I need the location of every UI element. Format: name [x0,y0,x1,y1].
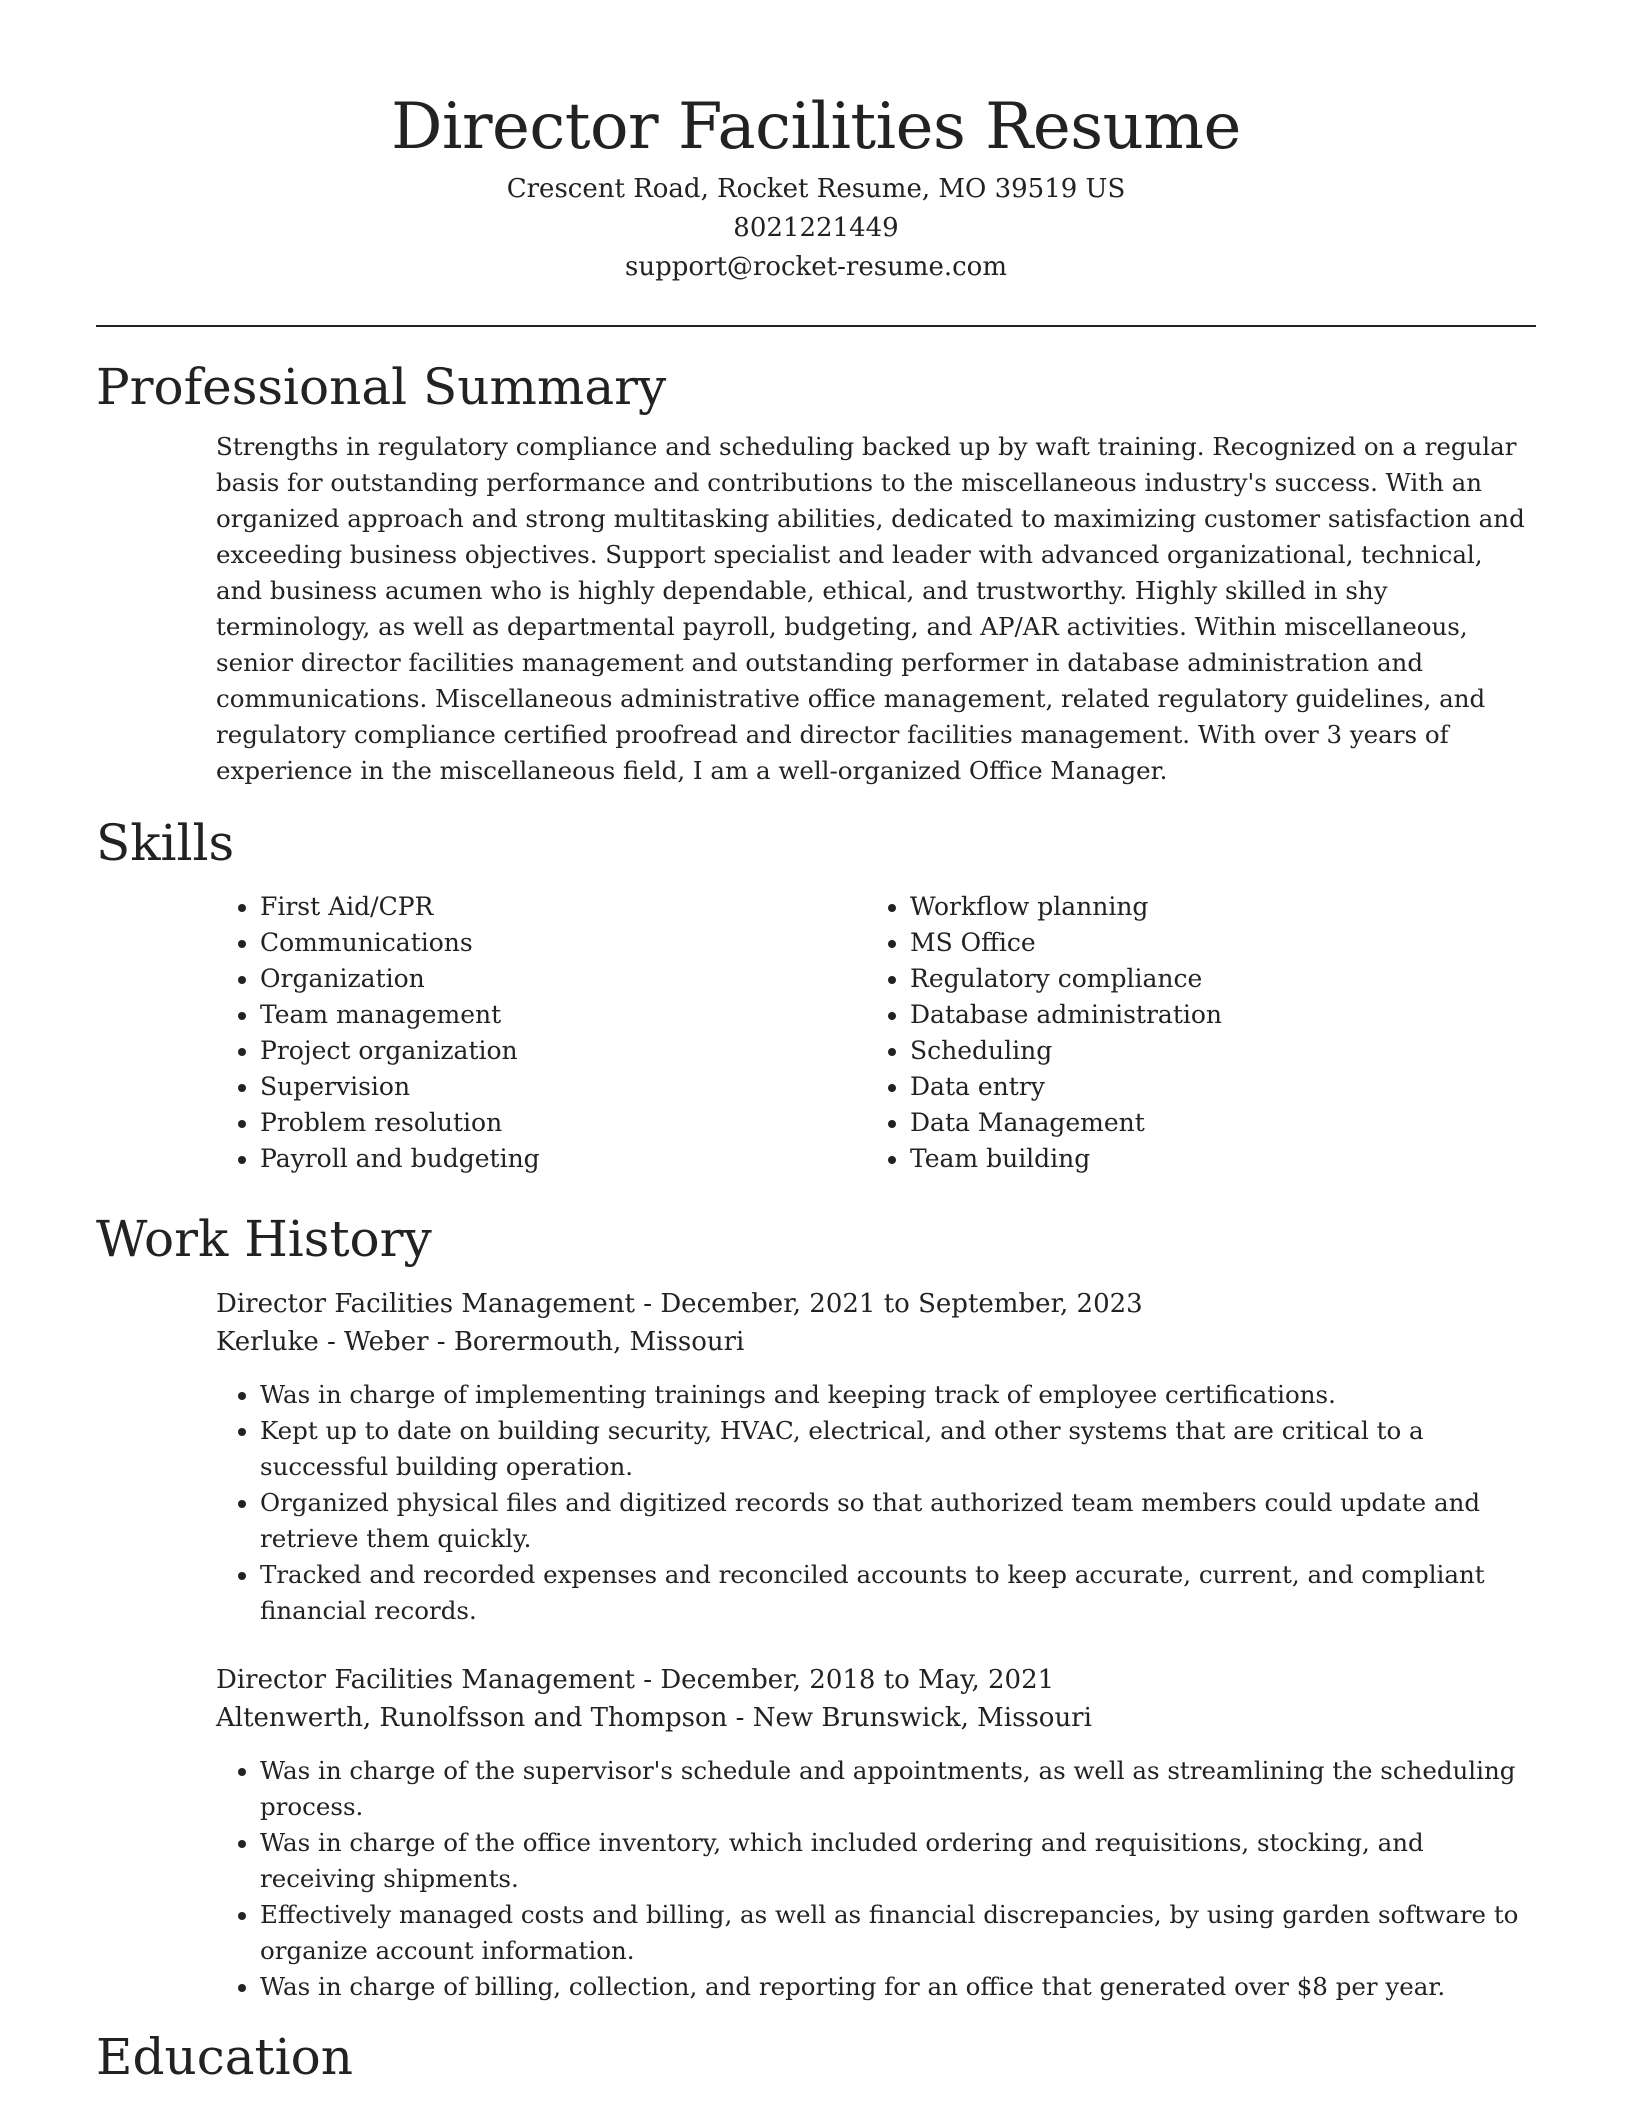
skill-item: • Project organization [260,1033,746,1069]
summary-section [96,355,1536,789]
resume-title: Director Facilities Resume [391,90,1241,164]
skill-item: • Organization [260,961,746,997]
job-location: - New Brunswick, Missouri [727,1703,1092,1733]
summary-text: Strengths in regulatory compliance and scheduling backed up by waft training. Recognized on a regular basis for outstanding performance and contributions to the miscellaneous industry's success. With an organized approach and strong multitasking abilities, dedicated to maximizing customer satisfaction and exceeding business objectives. Support specialist and leader with advanced organizational, technical, and business acumen who is highly dependable, ethical, and trustworthy. Highly skilled in shy terminology, as well as departmental payroll, budgeting, and AP/AR activities. Within miscellaneous, senior director facilities management and outstanding performer in database administration and communications. Miscellaneous administrative office management, related regulatory guidelines, and regulatory compliance certified proofread and director facilities management. With over 3 years of experience in the miscellaneous field, I am a well-organized Office Manager. [216,432,1525,785]
skill-item: • Database administration [910,997,1396,1033]
job-company-line [216,1699,1536,1737]
job-bullet-list [216,1753,1536,2005]
job-bullet: • Organized physical files and digitized records so that authorized team members could update and retrieve them quickly. [260,1485,1536,1557]
job-bullet: • Kept up to date on building security, HVAC, electrical, and other systems that are critical to a successful building operation. [260,1413,1536,1485]
skill-item: • MS Office [910,925,1396,961]
resume-header [96,0,1536,287]
skills-section [96,811,1536,1177]
job-dates: - December, 2018 to May, 2021 [635,1665,1055,1695]
resume-page [96,0,1536,2089]
skill-item: • Payroll and budgeting [260,1141,746,1177]
skills-list-left [96,889,746,1177]
skill-item: • Supervision [260,1069,746,1105]
job-bullet: • Was in charge of the supervisor's schedule and appointments, as well as streamlining the scheduling process. [260,1753,1536,1825]
skill-item: • Communications [260,925,746,961]
summary-heading: Professional Summary [96,358,667,416]
skill-item: • Team building [910,1141,1396,1177]
job-title-line [216,1661,1536,1699]
job-title: Director Facilities Management [216,1665,636,1695]
skills-list-right [746,889,1396,1177]
skills-columns [96,889,1536,1177]
job-bullet: • Was in charge of implementing trainings and keeping track of employee certifications. [260,1377,1536,1413]
job-bullet: • Was in charge of billing, collection, and reporting for an office that generated over $8 per year. [260,1969,1536,2005]
skill-item: • Regulatory compliance [910,961,1396,997]
education-heading: Education [96,2028,353,2086]
contact-email: support@rocket-resume.com [624,252,1007,282]
job-entry [216,1661,1536,2005]
job-location: - Borermouth, Missouri [428,1327,745,1357]
work-history-section [96,1207,1536,2005]
skill-item: • Team management [260,997,746,1033]
contact-phone: 8021221449 [733,213,899,243]
contact-address: Crescent Road, Rocket Resume, MO 39519 US [506,174,1126,204]
education-section [96,2025,1536,2089]
header-divider [96,325,1536,327]
job-title: Director Facilities Management [216,1289,636,1319]
job-company-line [216,1323,1536,1361]
skill-item: • Scheduling [910,1033,1396,1069]
skill-item: • Data entry [910,1069,1396,1105]
job-title-line [216,1285,1536,1323]
job-bullet-list [216,1377,1536,1629]
job-company: Kerluke - Weber [216,1327,429,1357]
skill-item: • Data Management [910,1105,1396,1141]
skill-item: • First Aid/CPR [260,889,746,925]
skill-item: • Problem resolution [260,1105,746,1141]
job-bullet: • Tracked and recorded expenses and reconciled accounts to keep accurate, current, and compliant financial records. [260,1557,1536,1629]
job-bullet: • Effectively managed costs and billing, as well as financial discrepancies, by using garden software to organize account information. [260,1897,1536,1969]
skill-item: • Workflow planning [910,889,1396,925]
work-history-heading: Work History [96,1210,432,1268]
skills-heading: Skills [96,814,235,872]
job-entry [216,1285,1536,1629]
job-bullet: • Was in charge of the office inventory, which included ordering and requisitions, stocking, and receiving shipments. [260,1825,1536,1897]
job-company: Altenwerth, Runolfsson and Thompson [216,1703,728,1733]
job-dates: - December, 2021 to September, 2023 [635,1289,1143,1319]
